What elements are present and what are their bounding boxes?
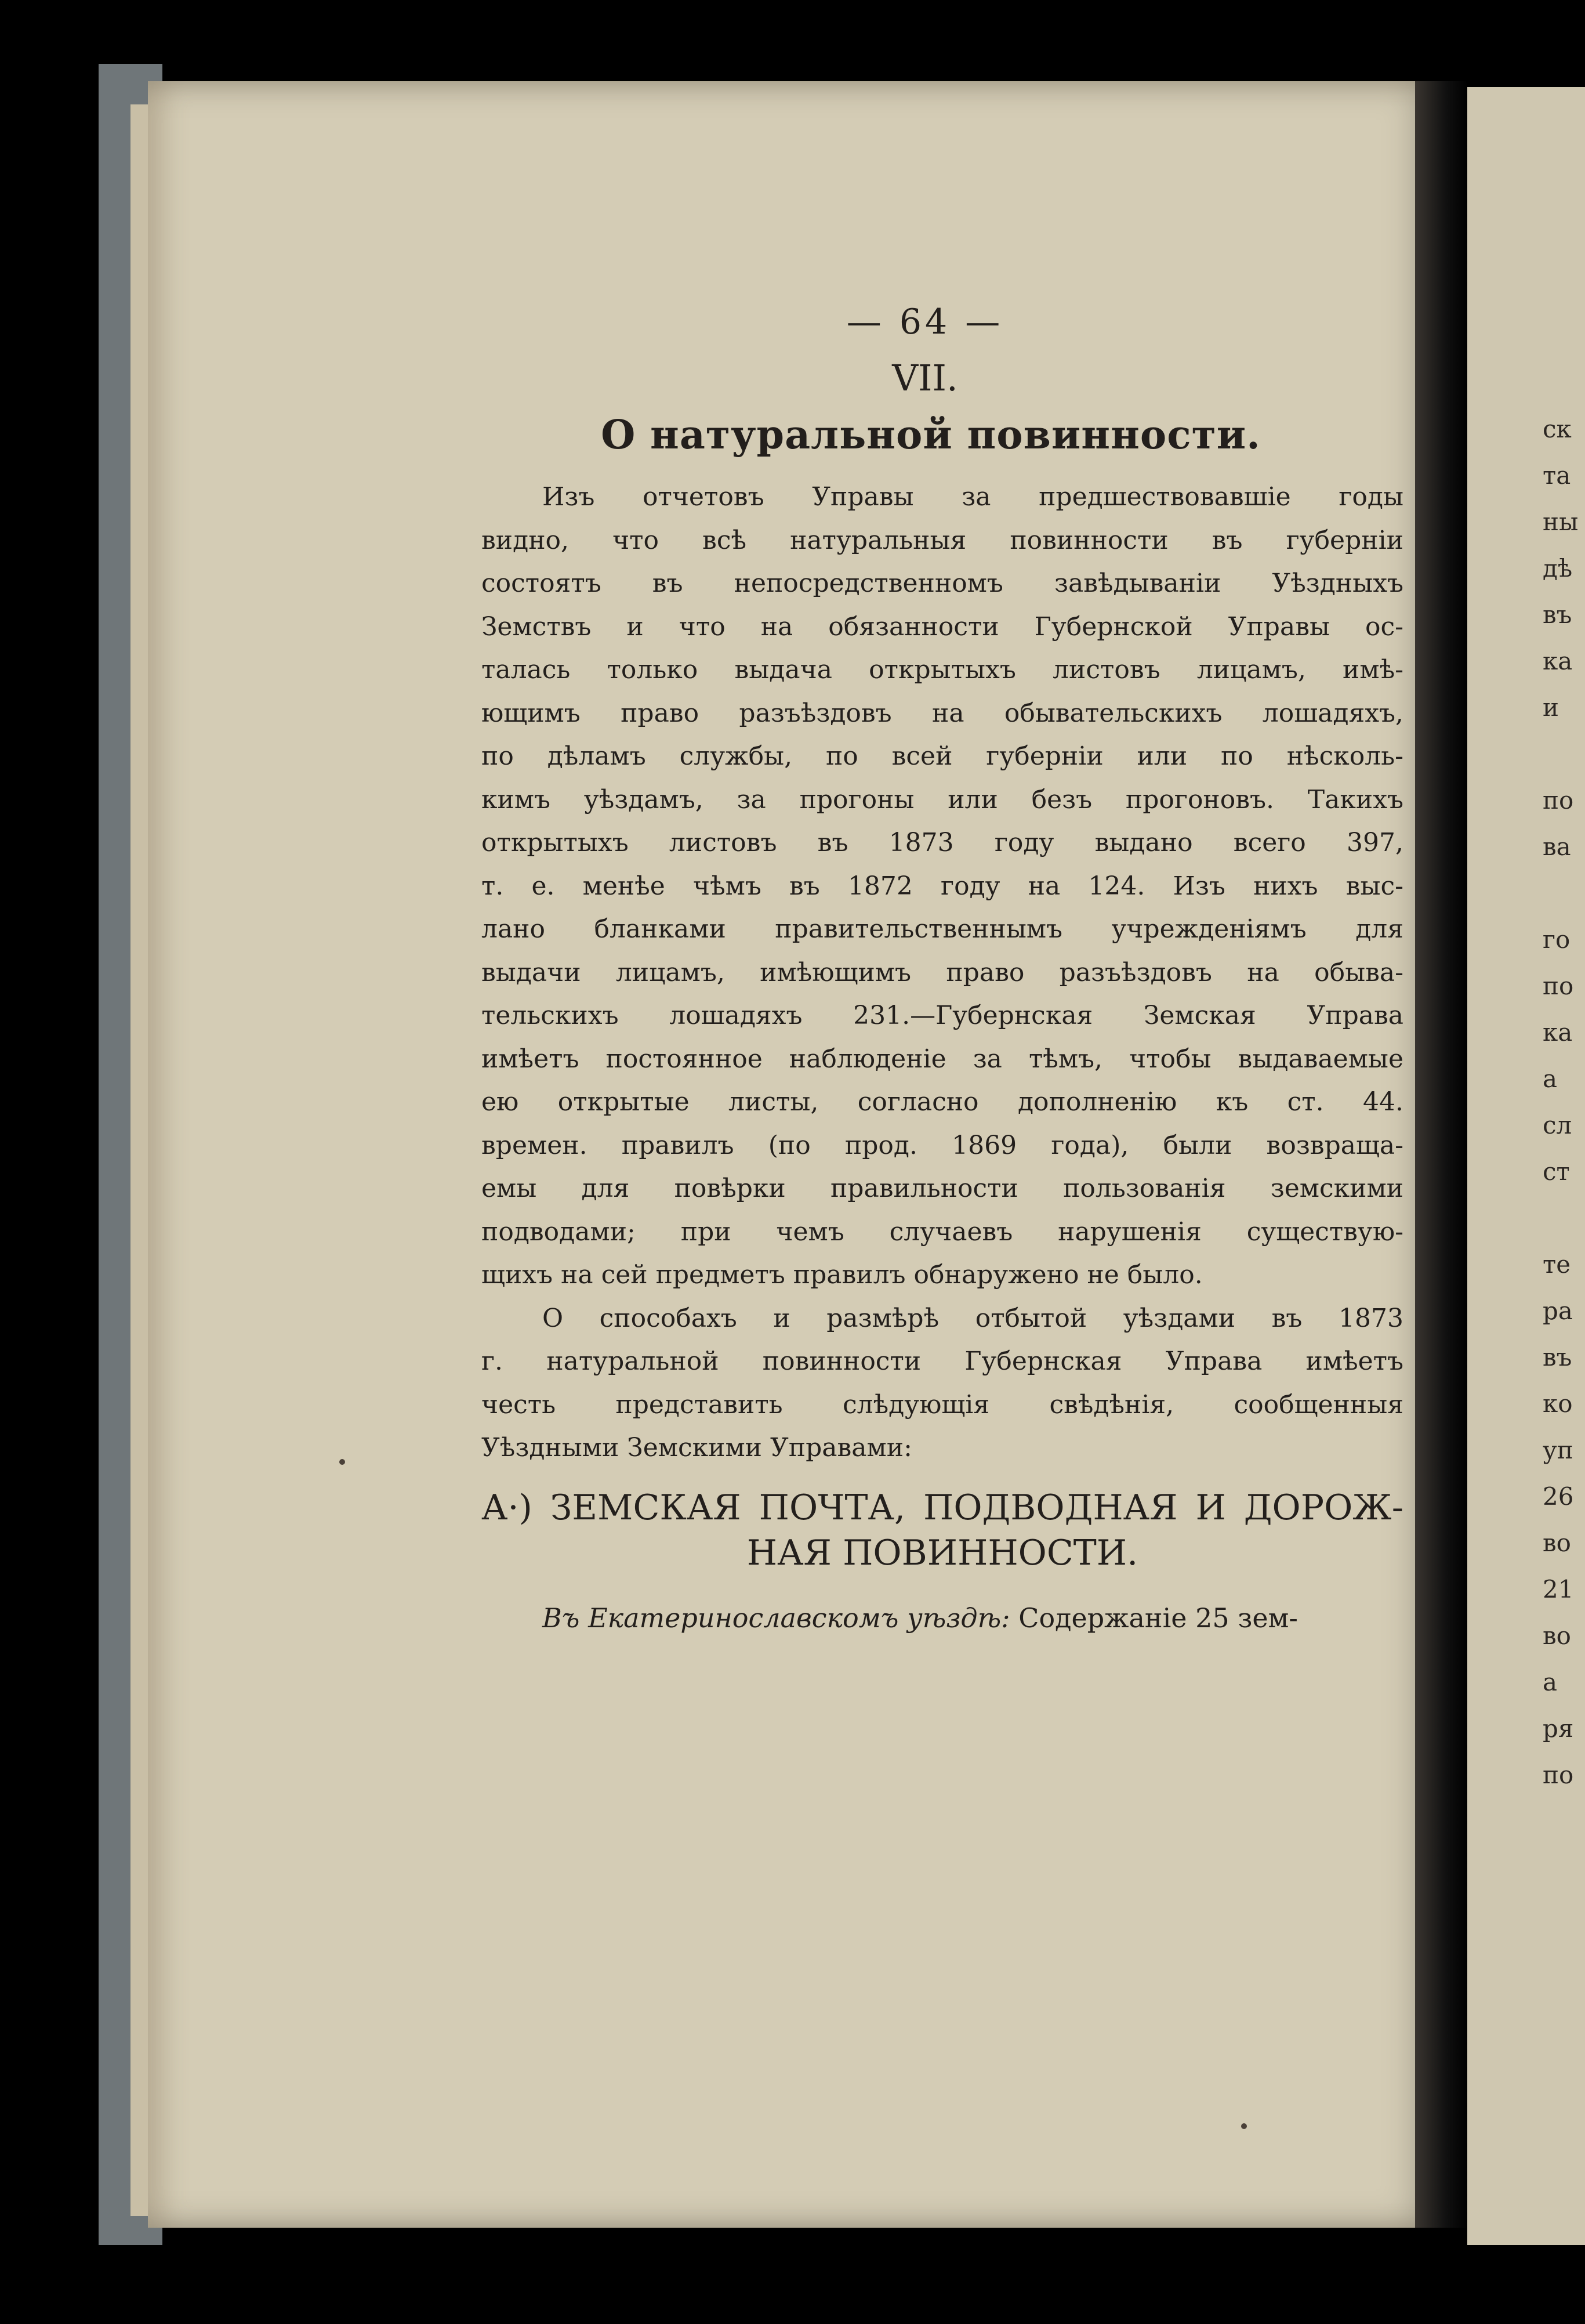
text-line: г. натуральной повинности Губернская Управа имѣетъ: [481, 1346, 1403, 1376]
facing-page-fragment: те: [1543, 1250, 1571, 1279]
text-line: ющимъ право разъѣздовъ на обывательскихъ лошадяхъ,: [481, 698, 1403, 728]
chapter-number: VII.: [892, 357, 958, 399]
text-line: по дѣламъ службы, по всей губерніи или по нѣсколь-: [481, 741, 1403, 771]
facing-page-fragment: ко: [1543, 1389, 1573, 1418]
text-line: лано бланками правительственнымъ учрежденіямъ для: [481, 914, 1403, 944]
facing-page-fragment: во: [1543, 1621, 1571, 1650]
facing-page-fragment: та: [1543, 461, 1571, 490]
section-heading: [481, 1485, 1403, 1576]
facing-page-fragment: по: [1543, 786, 1574, 815]
text-line: ею открытые листы, согласно дополненію къ ст. 44.: [481, 1087, 1403, 1117]
text-line: т. е. менѣе чѣмъ въ 1872 году на 124. Изъ нихъ выс-: [481, 871, 1403, 901]
facing-page-fragment: и: [1543, 693, 1559, 722]
facing-page-fragment: ны: [1543, 508, 1579, 536]
text-line: О способахъ и размѣрѣ отбытой уѣздами въ 1873: [542, 1303, 1403, 1333]
facing-page-fragment: въ: [1543, 1343, 1572, 1371]
facing-page-fragment: а: [1543, 1065, 1558, 1093]
facing-page-fragment: ра: [1543, 1297, 1573, 1325]
facing-page-fragment: 21: [1543, 1575, 1574, 1603]
text-line: кимъ уѣздамъ, за прогоны или безъ прогоновъ. Такихъ: [481, 784, 1403, 815]
facing-page-fragment: [1543, 731, 1585, 777]
section-heading-line-1: А·) ЗЕМСКАЯ ПОЧТА, ПОДВОДНАЯ И ДОРОЖ-: [481, 1487, 1403, 1528]
chapter-title: О натуральной повинности.: [601, 412, 1261, 458]
text-line: честь представить слѣдующія свѣдѣнія, сообщенныя: [481, 1389, 1403, 1420]
facing-page-fragment: въ: [1543, 600, 1572, 629]
facing-page-fragment: во: [1543, 1529, 1571, 1557]
section-heading-line-2: НАЯ ПОВИННОСТИ.: [746, 1532, 1138, 1573]
text-line: Уѣздными Земскими Управами:: [481, 1433, 912, 1463]
facing-page-fragment: дѣ: [1543, 554, 1573, 582]
final-line: [481, 1597, 1403, 1639]
facing-page-fragment: ва: [1543, 832, 1571, 861]
print-speck: [339, 1459, 345, 1465]
text-line: выдачи лицамъ, имѣющимъ право разъѣздовъ на обыва-: [481, 957, 1403, 987]
facing-page-fragment: ря: [1543, 1714, 1574, 1743]
book-gutter: [1415, 81, 1467, 2228]
text-line: емы для повѣрки правильности пользованія земскими: [481, 1174, 1403, 1203]
final-line-text: Содержаніе 25 зем-: [1010, 1602, 1298, 1634]
facing-page-fragment: [1543, 1195, 1585, 1241]
text-line: тельскихъ лошадяхъ 231.—Губернская Земская Управа: [481, 1001, 1403, 1030]
paragraph-2: [481, 1297, 1403, 1470]
text-line: состоятъ въ непосредственномъ завѣдываніи Уѣздныхъ: [481, 569, 1403, 598]
facing-page-fragment: ск: [1543, 415, 1572, 443]
text-line: времен. правилъ (по прод. 1869 года), были возвраща-: [481, 1130, 1403, 1160]
facing-page-fragment: по: [1543, 972, 1574, 1000]
text-line: талась только выдача открытыхъ листовъ лицамъ, имѣ-: [481, 655, 1403, 685]
facing-page-fragment: го: [1543, 925, 1571, 954]
text-line: Земствъ и что на обязанности Губернской Управы ос-: [481, 611, 1403, 642]
text-line: подводами; при чемъ случаевъ нарушенія существую-: [481, 1217, 1403, 1247]
page-content: [481, 302, 1403, 1639]
page-stack-edge: [130, 104, 148, 2216]
text-line: видно, что всѣ натуральныя повинности въ губерніи: [481, 525, 1403, 555]
text-line: открытыхъ листовъ въ 1873 году выдано всего 397,: [481, 828, 1403, 857]
paragraph-1: [481, 476, 1403, 1297]
facing-page-fragment: [1543, 870, 1585, 917]
text-line: Изъ отчетовъ Управы за предшествовавшіе годы: [542, 482, 1403, 512]
facing-page-fragment: ка: [1543, 647, 1573, 675]
print-speck: [1241, 2123, 1247, 2129]
text-line: щихъ на сей предметъ правилъ обнаружено не было.: [481, 1260, 1203, 1290]
text-line: имѣетъ постоянное наблюденіе за тѣмъ, чтобы выдаваемые: [481, 1044, 1403, 1074]
district-label: Въ Екатеринославскомъ уѣздѣ:: [542, 1602, 1010, 1634]
facing-page-fragment: по: [1543, 1761, 1574, 1789]
page-number: — 64 —: [846, 302, 1004, 342]
facing-page-fragment: а: [1543, 1668, 1558, 1696]
facing-page-fragment: ка: [1543, 1018, 1573, 1047]
facing-page-fragment: уп: [1543, 1436, 1573, 1464]
facing-page-text: [1543, 406, 1585, 1798]
facing-page-fragment: сл: [1543, 1111, 1572, 1139]
facing-page-fragment: ст: [1543, 1157, 1570, 1186]
facing-page-fragment: 26: [1543, 1482, 1574, 1511]
